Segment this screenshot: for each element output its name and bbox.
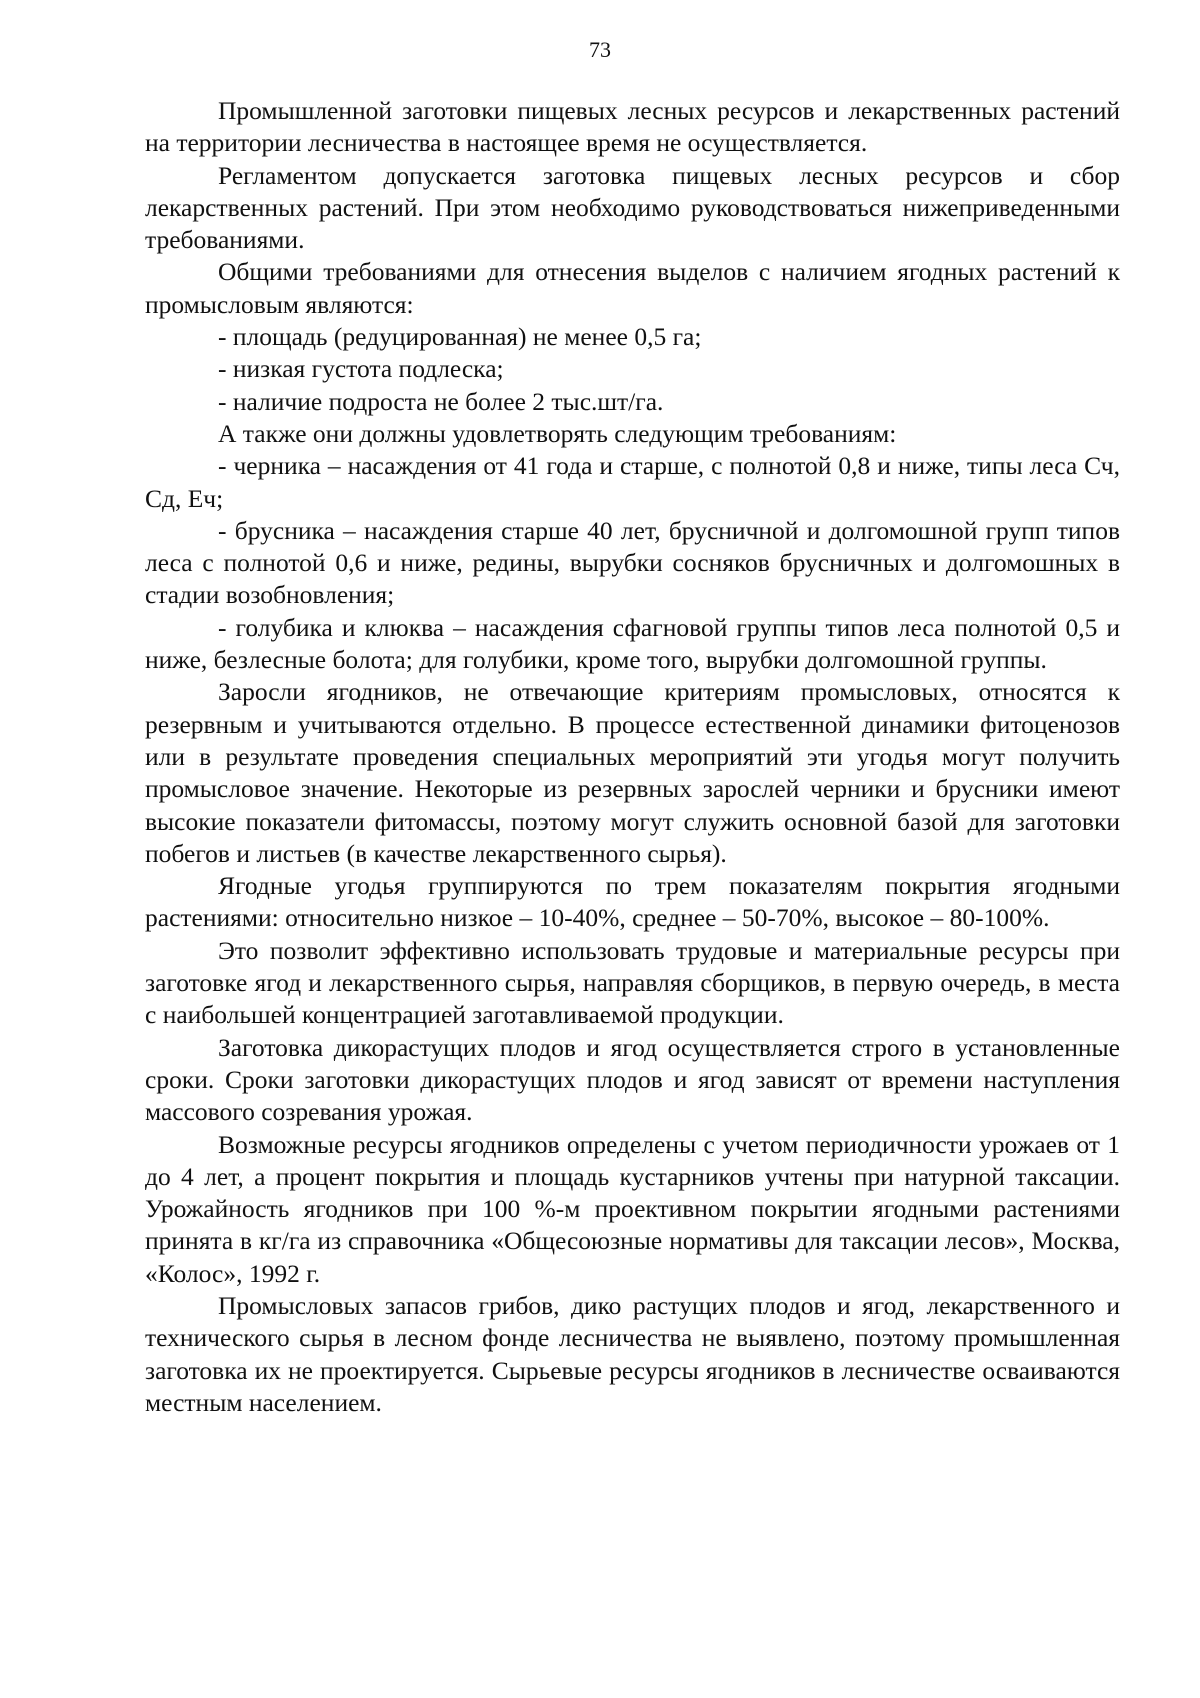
list-item: - брусника – насаждения старше 40 лет, брусничной и долгомошной групп типов леса с полнотой 0,6 и ниже, редины, вырубки сосняков брусничных и долгомошных в стадии возобновления; [145, 515, 1120, 610]
paragraph: Заросли ягодников, не отвечающие критериям промысловых, относятся к резервным и учитываются отдельно. В процессе естественной динамики фитоценозов или в результате проведения специальных мероприятий эти угодья могут получить промысловое значение. Некоторые из резервных зарослей черники и брусники имеют высокие показатели фитомассы, поэтому могут служить основной базой для заготовки побегов и листьев (в качестве лекарственного сырья). [145, 677, 1120, 868]
list-item: - низкая густота подлеска; [218, 354, 504, 384]
paragraph: А также они должны удовлетворять следующим требованиям: [218, 418, 897, 448]
paragraph: Промысловых запасов грибов, дико растущих плодов и ягод, лекарственного и технического сырья в лесном фонде лесничества не выявлено, поэтому промышленная заготовка их не проектируется. Сырьевые ресурсы ягодников в лесничестве осваиваются местным населением. [145, 1290, 1120, 1417]
list-item: - голубика и клюква – насаждения сфагновой группы типов леса полнотой 0,5 и ниже, безлесные болота; для голубики, кроме того, вырубки долгомошной группы. [145, 612, 1120, 675]
list-item: - наличие подроста не более 2 тыс.шт/га. [218, 386, 664, 416]
paragraph: Заготовка дикорастущих плодов и ягод осуществляется строго в установленные сроки. Сроки заготовки дикорастущих плодов и ягод зависят от времени наступления массового созревания урожая. [145, 1032, 1120, 1127]
paragraph: Ягодные угодья группируются по трем показателям покрытия ягодными растениями: относительно низкое – 10-40%, среднее – 50-70%, высокое – 80-100%. [145, 871, 1120, 933]
list-item: - площадь (редуцированная) не менее 0,5 га; [218, 322, 702, 352]
paragraph: Это позволит эффективно использовать трудовые и материальные ресурсы при заготовке ягод и лекарственного сырья, направляя сборщиков, в первую очередь, в места с наибольшей концентрацией заготавливаемой продукции. [145, 935, 1120, 1030]
paragraph: Регламентом допускается заготовка пищевых лесных ресурсов и сбор лекарственных растений. При этом необходимо руководствоваться нижеприведенными требованиями. [145, 160, 1120, 255]
paragraph: Промышленной заготовки пищевых лесных ресурсов и лекарственных растений на территории лесничества в настоящее время не осуществляется. [145, 96, 1120, 158]
list-item: - черника – насаждения от 41 года и старше, с полнотой 0,8 и ниже, типы леса Сч, Сд, Еч; [145, 451, 1120, 513]
paragraph: Возможные ресурсы ягодников определены с учетом периодичности урожаев от 1 до 4 лет, а процент покрытия и площадь кустарников учтены при натурной таксации. Урожайность ягодников при 100 %-м проективном покрытии ягодными растениями принята в кг/га из справочника «Общесоюзные нормативы для таксации лесов», Москва, «Колос», 1992 г. [145, 1129, 1120, 1288]
body-text [145, 95, 1120, 1419]
page-number: 73 [589, 37, 611, 62]
paragraph: Общими требованиями для отнесения выделов с наличием ягодных растений к промысловым являются: [145, 257, 1120, 319]
